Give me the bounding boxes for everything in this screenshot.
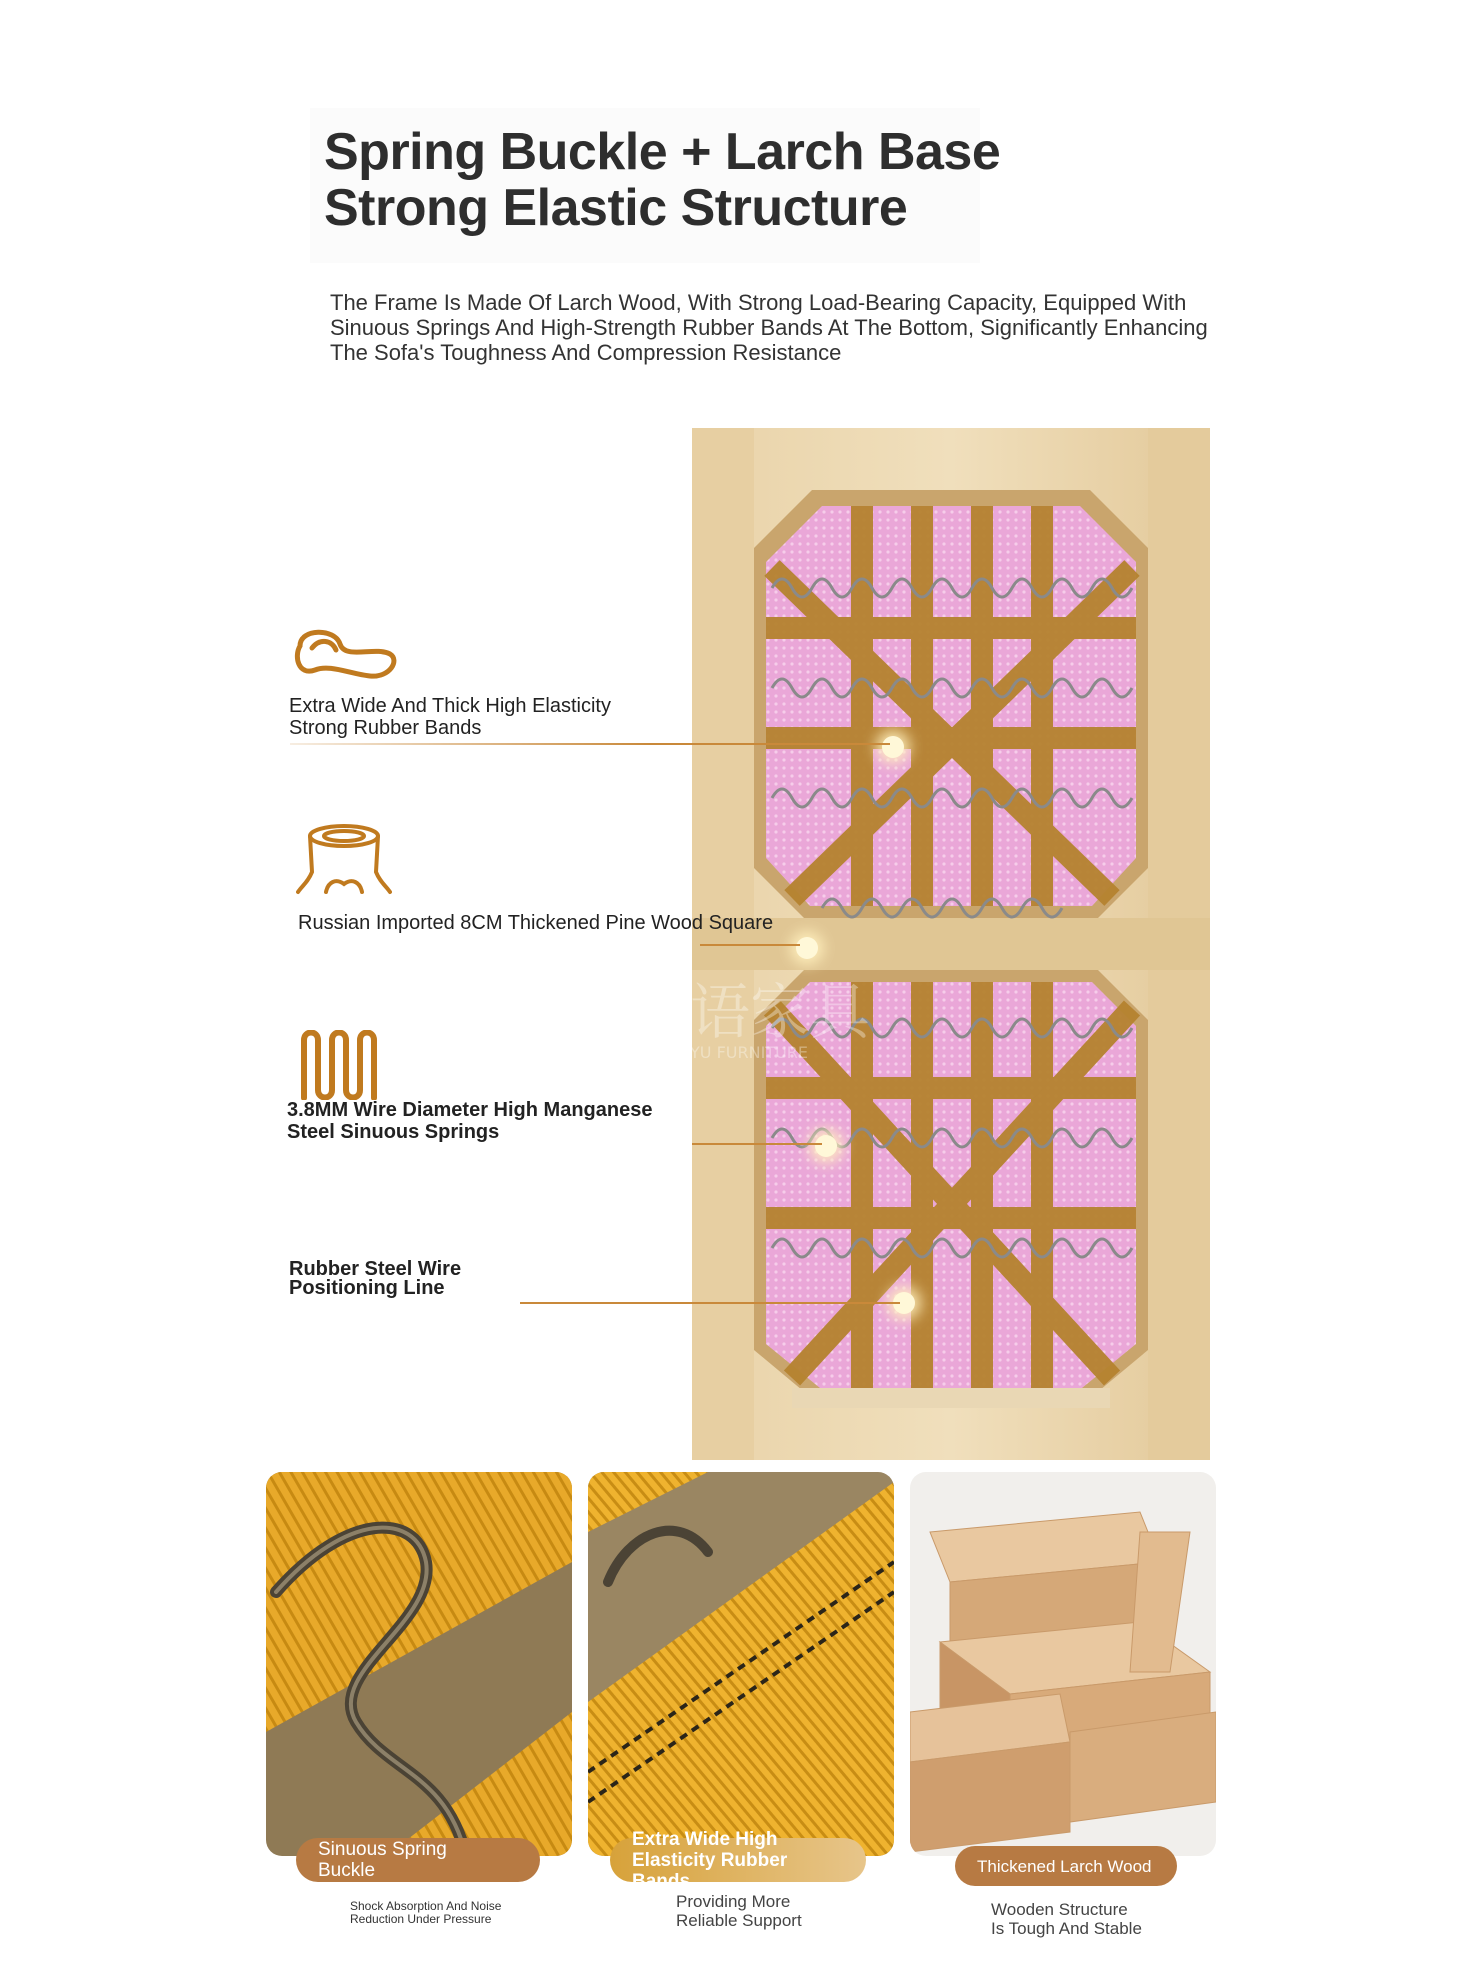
callout-dot-2 <box>796 937 818 959</box>
callout-label-1 <box>289 695 611 739</box>
watermark-text: YU FURNITURE <box>690 1043 808 1062</box>
card-2-caption <box>676 1892 802 1930</box>
callout-label-4 <box>289 1260 461 1298</box>
card-1-caption <box>350 1900 501 1926</box>
card-1-pill-line-1: Sinuous Spring <box>318 1839 447 1860</box>
card-2-pill <box>610 1828 866 1892</box>
top-panel <box>754 490 1148 918</box>
callout-label-3 <box>287 1099 652 1143</box>
title-line-1: Spring Buckle + Larch Base <box>324 123 1001 181</box>
card-rubber-band-photo <box>588 1472 894 1856</box>
callout-1-line-2: Strong Rubber Bands <box>289 717 482 739</box>
callout-leader-2 <box>700 944 800 946</box>
card-1-caption-line-1: Shock Absorption And Noise <box>350 1899 502 1913</box>
larch-wood-blocks-image <box>910 1472 1216 1856</box>
card-3-pill: Thickened Larch Wood <box>955 1846 1177 1886</box>
callout-leader-3 <box>692 1143 822 1145</box>
tree-stump-icon <box>296 822 392 898</box>
callout-3-line-1: 3.8MM Wire Diameter High Manganese <box>287 1099 653 1121</box>
card-1-pill-line-2: Buckle <box>318 1860 376 1881</box>
card-3-caption-line-1: Wooden Structure <box>991 1900 1128 1919</box>
callout-1-line-1: Extra Wide And Thick High Elasticity <box>289 695 611 717</box>
callout-4-line-2: Positioning Line <box>289 1277 445 1299</box>
watermark-chars: 语家具 <box>690 978 870 1048</box>
callout-dot-3 <box>815 1135 837 1157</box>
card-1-caption-line-2: Reduction Under Pressure <box>350 1912 492 1926</box>
rubber-band-icon <box>290 626 400 688</box>
card-2-caption-line-1: Providing More <box>676 1892 791 1911</box>
watermark-logo <box>690 965 870 1062</box>
callout-label-2: Russian Imported 8CM Thickened Pine Wood Square <box>298 912 774 934</box>
callout-leader-1 <box>290 743 650 745</box>
callout-4-line-1: Rubber Steel Wire <box>289 1258 462 1280</box>
card-1-pill <box>296 1838 540 1882</box>
callout-dot-1 <box>882 736 904 758</box>
card-2-pill-line-2: Elasticity Rubber Bands <box>632 1849 788 1892</box>
page-title <box>324 124 1000 236</box>
callout-leader-1b <box>650 743 890 745</box>
rubber-band-closeup-image <box>588 1472 894 1856</box>
card-spring-photo <box>266 1472 572 1856</box>
card-3-caption <box>991 1900 1142 1938</box>
spring-closeup-image <box>266 1472 572 1856</box>
callout-leader-4 <box>520 1302 900 1304</box>
card-2-pill-line-1: Extra Wide High <box>632 1828 778 1850</box>
callout-3-line-2: Steel Sinuous Springs <box>287 1121 500 1143</box>
page-description: The Frame Is Made Of Larch Wood, With Strong Load-Bearing Capacity, Equipped With Sinuous Springs And High-Strength Rubber Bands At The Bottom, Significantly Enhancing The Sofa's Toughness And Compression Resistance <box>330 290 1208 365</box>
card-2-caption-line-2: Reliable Support <box>676 1911 802 1930</box>
spring-icon <box>298 1030 388 1100</box>
title-line-2: Strong Elastic Structure <box>324 179 908 237</box>
card-3-caption-line-2: Is Tough And Stable <box>991 1919 1142 1938</box>
card-larch-wood-photo <box>910 1472 1216 1856</box>
